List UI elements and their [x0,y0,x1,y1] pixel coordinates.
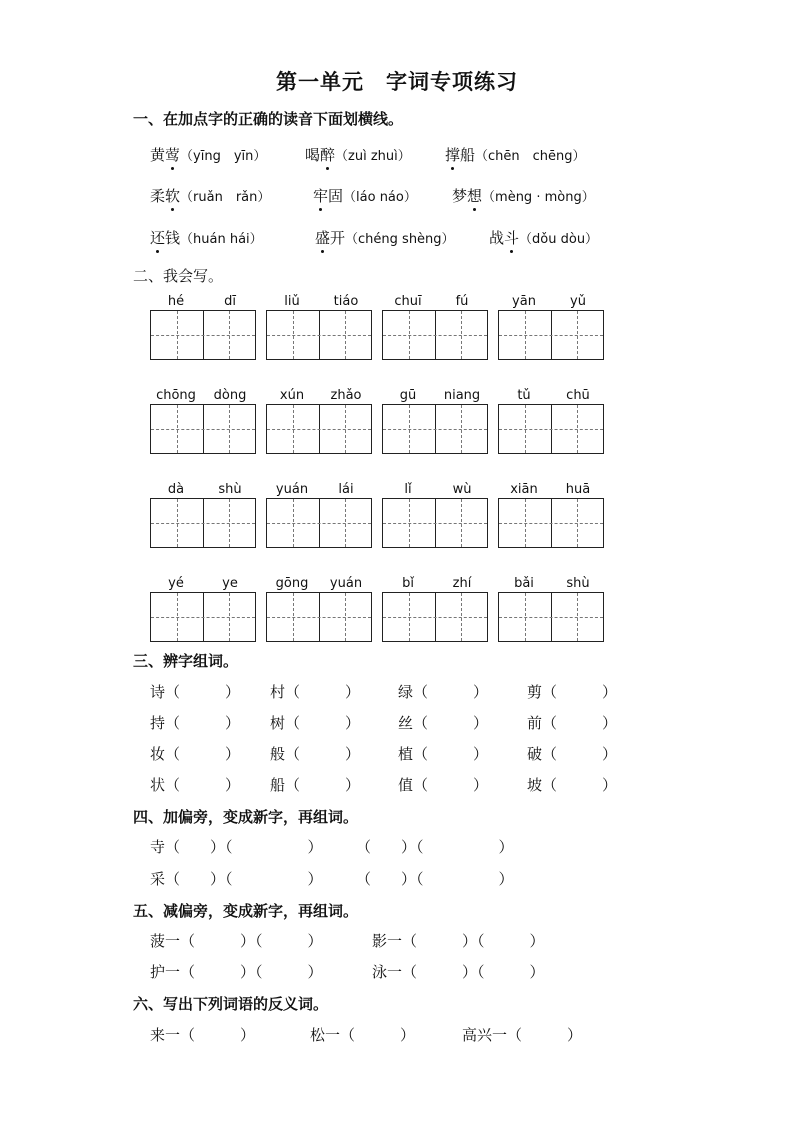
pinyin-label: huā [565,482,591,497]
s3-item: 坡（ ） [527,776,618,794]
s3-item: 状（ ） [150,776,241,794]
pinyin-label: liǔ [284,294,300,309]
pinyin-label: chuī [394,294,422,309]
s3-item: 树（ ） [270,714,361,732]
writing-grid[interactable] [266,310,372,360]
s3-item: 植（ ） [398,745,489,763]
page-title: 第一单元 字词专项练习 [276,69,518,94]
pinyin-label: lái [338,482,354,497]
s4-row-a[interactable]: 寺（ ）（ ） [150,838,323,856]
section1-heading: 一、在加点字的正确的读音下面划横线。 [133,110,404,128]
s3-item: 村（ ） [270,683,361,701]
pinyin-label: dà [167,482,185,497]
s4-row-b[interactable]: （ ）（ ） [356,838,514,856]
s5-row-b[interactable]: 影一（ ）（ ） [372,932,545,950]
s5-row-a[interactable]: 菠一（ ）（ ） [150,932,323,950]
writing-grid[interactable] [498,404,604,454]
pinyin-label: hé [167,294,185,309]
section6-heading: 六、写出下列词语的反义词。 [133,995,329,1013]
pinyin-label: dī [224,294,236,309]
s4-row-b[interactable]: （ ）（ ） [356,870,514,888]
pinyin-label: chū [566,388,590,403]
pinyin-label: zhǎo [330,388,362,403]
pinyin-label: niang [443,388,481,403]
section4-heading: 四、加偏旁，变成新字，再组词。 [133,808,359,826]
pinyin-label: lǐ [404,482,412,497]
s5-row-b[interactable]: 泳一（ ）（ ） [372,963,545,981]
s3-item: 持（ ） [150,714,241,732]
writing-grid[interactable] [266,404,372,454]
s6-item[interactable]: 来一（ ） [150,1026,256,1044]
pinyin-label: yǔ [570,294,586,309]
s3-item: 妆（ ） [150,745,241,763]
s3-item: 船（ ） [270,776,361,794]
pinyin-label: zhí [452,576,472,591]
pinyin-label: xiān [510,482,538,497]
s1-item-1: 喝醉（zuì zhuì） [305,146,411,164]
s3-item: 诗（ ） [150,683,241,701]
writing-grid[interactable] [382,404,488,454]
pinyin-label: bǐ [402,576,414,591]
pinyin-label: gōng [275,576,309,591]
s1-item-3: 柔软（ruǎn rǎn） [150,187,271,205]
s3-item: 前（ ） [527,714,618,732]
pinyin-label: chōng [156,388,196,403]
section2-heading: 二、我会写。 [133,267,224,285]
s3-item: 绿（ ） [398,683,489,701]
s1-item-8: 战斗（dǒu dòu） [489,229,599,247]
pinyin-label: yuán [329,576,363,591]
pinyin-label: gū [399,388,417,403]
pinyin-label: bǎi [514,576,534,591]
s1-item-6: 还钱（huán hái） [150,229,263,247]
pinyin-label: yān [512,294,536,309]
pinyin-label: ye [222,576,238,591]
writing-grid[interactable] [498,310,604,360]
s3-item: 丝（ ） [398,714,489,732]
writing-grid[interactable] [266,498,372,548]
pinyin-label: tǔ [517,388,531,403]
pinyin-label: tiáo [333,294,359,309]
section5-heading: 五、减偏旁，变成新字，再组词。 [133,902,359,920]
s4-row-a[interactable]: 采（ ）（ ） [150,870,323,888]
s1-item-7: 盛开（chéng shèng） [315,229,455,247]
writing-grid[interactable] [498,592,604,642]
pinyin-label: xún [279,388,305,403]
s3-item: 破（ ） [527,745,618,763]
pinyin-label: wù [452,482,472,497]
s3-item: 般（ ） [270,745,361,763]
pinyin-label: dòng [213,388,247,403]
s3-item: 值（ ） [398,776,489,794]
writing-grid[interactable] [150,498,256,548]
pinyin-label: yé [168,576,184,591]
writing-grid[interactable] [150,592,256,642]
s6-item[interactable]: 松一（ ） [310,1026,416,1044]
s5-row-a[interactable]: 护一（ ）（ ） [150,963,323,981]
s6-item[interactable]: 高兴一（ ） [462,1026,583,1044]
s1-item-2: 撑船（chēn chēng） [445,146,586,164]
writing-grid[interactable] [382,310,488,360]
writing-grid[interactable] [150,310,256,360]
s3-item: 剪（ ） [527,683,618,701]
writing-grid[interactable] [150,404,256,454]
writing-grid[interactable] [382,592,488,642]
s1-item-4: 牢固（láo náo） [313,187,417,205]
pinyin-label: shù [218,482,242,497]
s1-item-0: 黄莺（yīng yīn） [150,146,267,164]
section3-heading: 三、辨字组词。 [133,652,239,670]
pinyin-label: yuán [275,482,309,497]
writing-grid[interactable] [498,498,604,548]
pinyin-label: fú [455,294,469,309]
writing-grid[interactable] [266,592,372,642]
writing-grid[interactable] [382,498,488,548]
pinyin-label: shù [566,576,590,591]
s1-item-5: 梦想（mèng · mòng） [452,187,595,205]
